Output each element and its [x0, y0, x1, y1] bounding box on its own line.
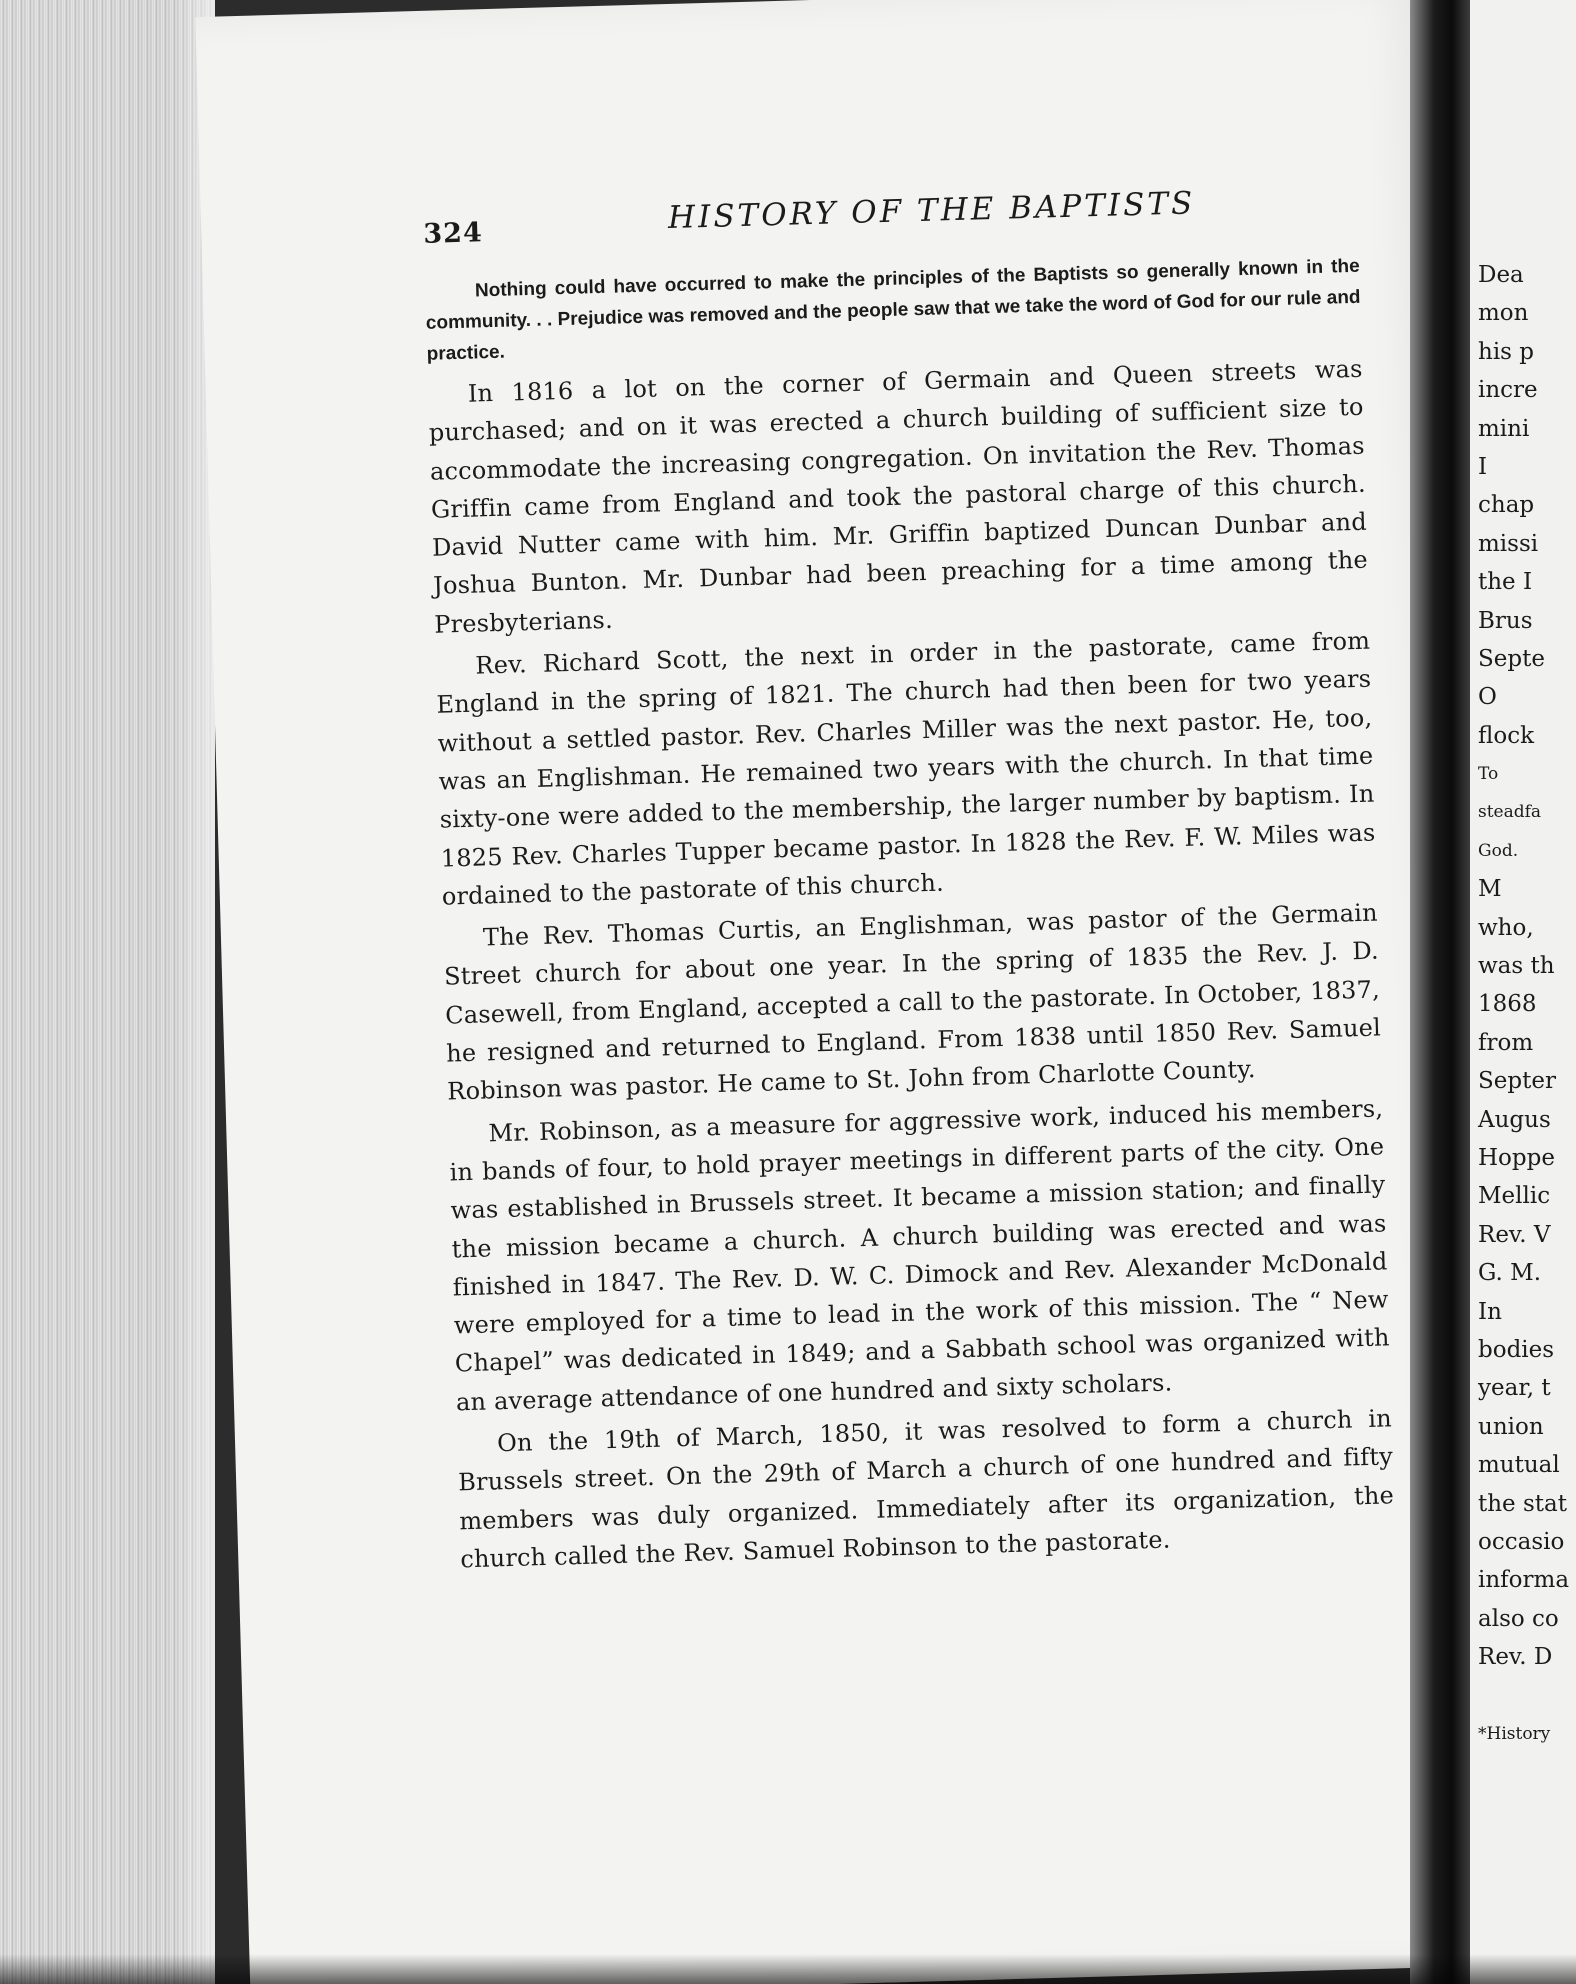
facing-line: O — [1478, 684, 1497, 711]
facing-line: from — [1478, 1029, 1534, 1056]
facing-line: mini — [1478, 415, 1530, 442]
facing-line: informa — [1478, 1567, 1570, 1594]
facing-line: Septer — [1478, 1068, 1556, 1095]
facing-line: the I — [1478, 569, 1533, 596]
book-gutter — [1410, 0, 1470, 1984]
facing-line: also co — [1478, 1605, 1559, 1632]
facing-line: who, — [1478, 914, 1534, 941]
paragraph-5: On the 19th of March, 1850, it was resolved to form a church in Brussels street. On the 29th of March a church of one hundred and fifty members was duly organized. Immediately after its organization, the church called the Rev. Samuel Robinson to the pastorate. — [457, 1404, 1395, 1574]
facing-line: I — [1478, 453, 1488, 480]
facing-line: flock — [1478, 722, 1535, 749]
facing-line: Rev. V — [1478, 1221, 1551, 1248]
facing-line: bodies — [1478, 1336, 1555, 1363]
facing-line: Brus — [1478, 607, 1533, 634]
left-page — [195, 0, 1480, 1984]
running-title: HISTORY OF THE BAPTISTS — [667, 185, 1196, 237]
page-edges — [0, 0, 215, 1984]
facing-line: year, t — [1478, 1375, 1551, 1402]
facing-line — [1478, 1676, 1569, 1714]
facing-line: *History — [1478, 1723, 1551, 1744]
paragraph-4: Mr. Robinson, as a measure for aggressive work, induced his members, in bands of four, to hold prayer meetings in different parts of the city. One was established in Brussels street. It became a mission station; and finally the mission became a church. A church building was erected and was finished in 1847. The Rev. D. W. C. Dimock and Rev. Alexander McDonald were employed for a time to lead in the work of this mission. The “ New Chapel” was dedicated in 1849; and a Sabbath school was organized with an average attendance of one hundred and sixty scholars. — [449, 1094, 1390, 1417]
facing-line: M — [1478, 876, 1502, 903]
facing-line: mutual — [1478, 1452, 1560, 1479]
paragraph-2: Rev. Richard Scott, the next in order in the pastorate, came from England in the spring of 1821. The church had then been for two years without a settled pastor. Rev. Charles Miller was the next pastor. He, too, was an Englishman. He remained two years with the church. In that time sixty-one were added to the membership, the larger number by baptism. In 1825 Rev. Charles Tupper became pastor. In 1828 the Rev. F. W. Miles was ordained to the pastorate of this church. — [436, 626, 1376, 911]
page-content — [423, 181, 1396, 1583]
facing-line: his p — [1478, 338, 1535, 365]
block-quote: Nothing could have occurred to make the principles of the Baptists so generally known in the community. . . Prejudice was removed and the people saw that we take the word of God for our rule and practice. — [425, 255, 1361, 365]
facing-line: steadfa — [1478, 802, 1542, 823]
facing-line: was th — [1478, 953, 1555, 980]
facing-line: In — [1478, 1298, 1502, 1325]
facing-line: Mellic — [1478, 1183, 1551, 1210]
facing-line: mon — [1478, 300, 1529, 327]
facing-line: chap — [1478, 492, 1535, 519]
facing-line: missi — [1478, 530, 1539, 557]
facing-line: the stat — [1478, 1490, 1567, 1517]
facing-page-text — [1478, 256, 1569, 1753]
facing-line: To — [1478, 764, 1499, 785]
facing-line: Augus — [1478, 1106, 1551, 1133]
facing-line: Dea — [1478, 262, 1524, 288]
facing-line: Rev. D — [1478, 1644, 1553, 1671]
facing-line: Hoppe — [1478, 1144, 1555, 1171]
bottom-shadow — [0, 1954, 1576, 1984]
facing-line: G. M. — [1478, 1260, 1542, 1287]
paragraph-3: The Rev. Thomas Curtis, an Englishman, was pastor of the Germain Street church for about one year. In the spring of 1835 the Rev. J. D. Casewell, from England, accepted a call to the pastorate. In October, 1837, he resigned and returned to England. From 1838 until 1850 Rev. Samuel Robinson was pastor. He came to St. John from Charlotte County. — [443, 898, 1382, 1106]
facing-line: union — [1478, 1413, 1544, 1440]
page-number: 324 — [422, 217, 484, 250]
facing-line: God. — [1478, 840, 1519, 861]
running-head — [423, 181, 1359, 255]
facing-line: 1868 — [1478, 991, 1537, 1018]
paragraph-1: In 1816 a lot on the corner of Germain and Queen streets was purchased; and on it was erected a church building of sufficient size to accommodate the increasing congregation. On invitation the Rev. Thomas Griffin came from England and took the pastoral charge of this church. David Nutter came with him. Mr. Griffin baptized Duncan Dunbar and Joshua Bunton. Mr. Dunbar had been preaching for a time among the Presbyterians. — [428, 354, 1369, 639]
facing-line: Septe — [1478, 645, 1545, 672]
facing-line: occasio — [1478, 1528, 1565, 1555]
facing-line: incre — [1478, 377, 1538, 404]
facing-page — [1470, 0, 1576, 1984]
